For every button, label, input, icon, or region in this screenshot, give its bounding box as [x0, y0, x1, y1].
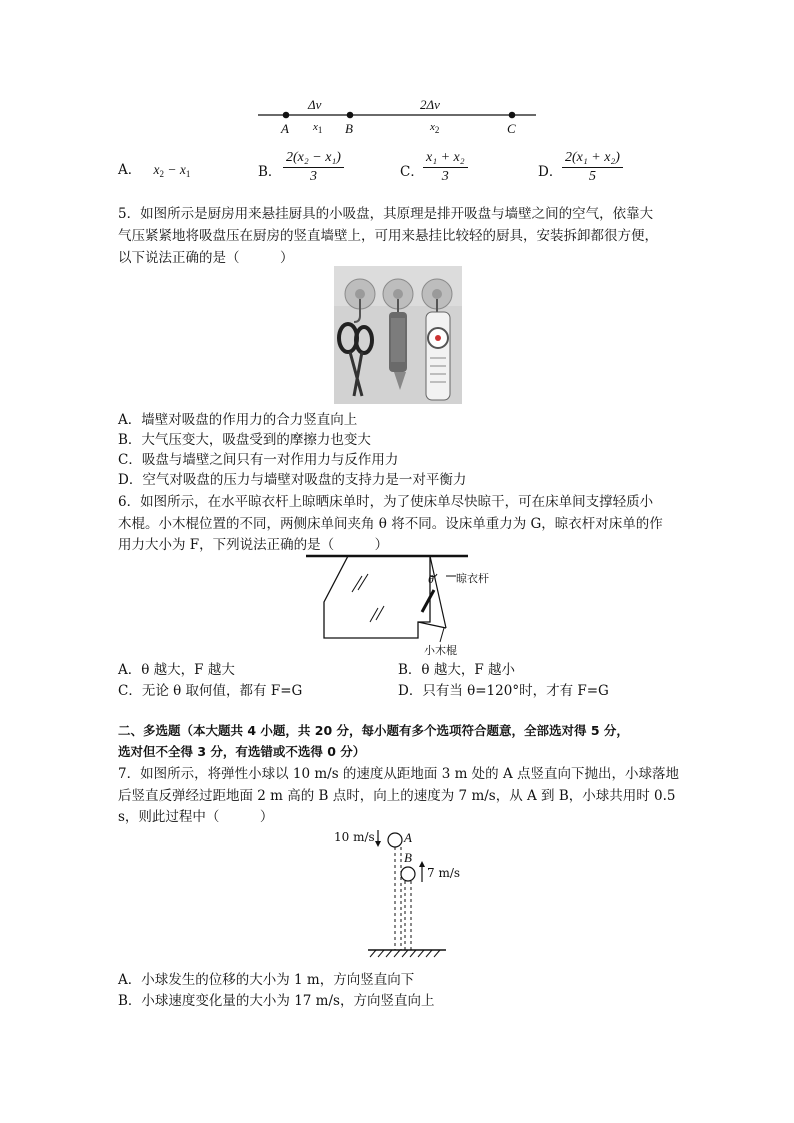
- slicer-icon: [426, 312, 450, 400]
- q5-text-line-1: 5．如图所示是厨房用来悬挂厨具的小吸盘，其原理是排开吸盘与墙壁之间的空气，依靠大: [118, 206, 654, 222]
- bedsheet-figure: [306, 550, 516, 660]
- fraction-denominator: 5: [588, 169, 596, 184]
- fraction-numerator: 2(x₂ − x₁): [283, 150, 344, 168]
- q7-text-line-1: 7．如图所示，将弹性小球以 10 m/s 的速度从距地面 3 m 处的 A 点竖直向下抛出，小球落地: [118, 766, 680, 782]
- fraction-denominator: 3: [441, 169, 449, 184]
- point-b-dot: [347, 112, 354, 119]
- bedsheet-outline: [324, 556, 430, 638]
- q7-option-b: B．小球速度变化量的大小为 17 m/s，方向竖直向上: [118, 993, 435, 1009]
- velocity-line-figure: [250, 92, 550, 142]
- q4-option-c-label: C．: [400, 164, 424, 180]
- q5-option-a: A．墙壁对吸盘的作用力的合力竖直向上: [118, 412, 358, 428]
- label-dv: Δv: [308, 97, 322, 112]
- q7-text-line-3: s，则此过程中（ ）: [118, 809, 274, 825]
- fraction-numerator: 2(x₁ + x₂): [562, 150, 623, 168]
- wooden-stick: [422, 590, 434, 612]
- label-point-c: C: [507, 121, 516, 136]
- wooden-stick-label: 小木棍: [424, 644, 457, 657]
- q5-option-d: D．空气对吸盘的压力与墙壁对吸盘的支持力是一对平衡力: [118, 472, 467, 488]
- q6-option-b: B．θ 越大，F 越小: [398, 662, 515, 678]
- label-point-b: B: [345, 121, 353, 136]
- q4-option-c-fraction: [423, 150, 468, 185]
- down-arrow-icon: [375, 841, 381, 847]
- q6-text-line-1: 6．如图所示，在水平晾衣杆上晾晒床单时，为了使床单尽快晾干，可在床单间支撑轻质小: [118, 494, 654, 510]
- q5-option-c: C．吸盘与墙壁之间只有一对作用力与反作用力: [118, 452, 399, 468]
- q6-text-line-2: 木棍。小木棍位置的不同，两侧床单间夹角 θ 将不同。设床单重力为 G，晾衣杆对床单的作: [118, 516, 663, 532]
- q4-option-d-fraction: [562, 150, 623, 185]
- label-x1: $x_1$: [313, 121, 323, 135]
- ball-at-b: [401, 867, 415, 881]
- label-2dv: 2Δv: [420, 97, 440, 112]
- q4-option-b-fraction: [283, 150, 344, 185]
- bouncing-ball-figure: [330, 826, 480, 960]
- section-2-heading-line-1: 二、多选题（本大题共 4 小题，共 20 分，每小题有多个选项符合题意，全部选对得 5 分，: [118, 723, 629, 738]
- drying-rod-label: 晾衣杆: [456, 572, 489, 585]
- label-point-a: A: [281, 121, 289, 136]
- point-a-dot: [283, 112, 290, 119]
- q5-option-b: B．大气压变大，吸盘受到的摩擦力也变大: [118, 432, 371, 448]
- suction-cup-photo: [334, 266, 462, 404]
- point-b-label: B: [404, 850, 412, 865]
- q6-option-d: D．只有当 θ=120°时，才有 F=G: [398, 683, 609, 699]
- q6-text-line-3: 用力大小为 F，下列说法正确的是（ ）: [118, 537, 389, 553]
- q7-option-a: A．小球发生的位移的大小为 1 m，方向竖直向下: [118, 972, 415, 988]
- velocity-line-svg: [250, 92, 550, 142]
- ball-at-a: [388, 833, 402, 847]
- q4-option-b-label: B．: [258, 164, 282, 180]
- up-arrow-icon: [419, 861, 425, 867]
- label-x2: $x_2$: [430, 121, 440, 135]
- suction-cup-illustration: [334, 266, 462, 404]
- ground-hatching: [370, 950, 440, 957]
- bouncing-ball-svg: [330, 826, 480, 960]
- section-2-heading-line-2: 选对但不全得 3 分，有选错或不选得 0 分）: [118, 744, 366, 759]
- q4-option-d-label: D．: [538, 164, 563, 180]
- q4-option-a: A． $x_2 - x_1$: [118, 162, 191, 179]
- point-a-label: A: [404, 830, 412, 845]
- q5-text-line-2: 气压紧紧地将吸盘压在厨房的竖直墙壁上，可用来悬挂比较轻的厨具，安装拆卸都很方便，: [118, 228, 658, 244]
- initial-velocity-label: 10 m/s: [334, 830, 375, 844]
- q6-option-a: A．θ 越大，F 越大: [118, 662, 235, 678]
- q5-text-line-3: 以下说法正确的是（ ）: [118, 250, 294, 266]
- theta-angle-label: θ: [428, 572, 434, 586]
- q6-option-c: C．无论 θ 取何值，都有 F=G: [118, 683, 303, 699]
- bedsheet-svg: [306, 550, 516, 660]
- point-c-dot: [509, 112, 516, 119]
- fraction-numerator: x₁ + x₂: [423, 150, 468, 168]
- rebound-velocity-label: 7 m/s: [427, 866, 461, 880]
- q7-text-line-2: 后竖直反弹经过距地面 2 m 高的 B 点时，向上的速度为 7 m/s，从 A 到 B，小球共用时 0.5: [118, 788, 676, 804]
- fraction-denominator: 3: [309, 169, 317, 184]
